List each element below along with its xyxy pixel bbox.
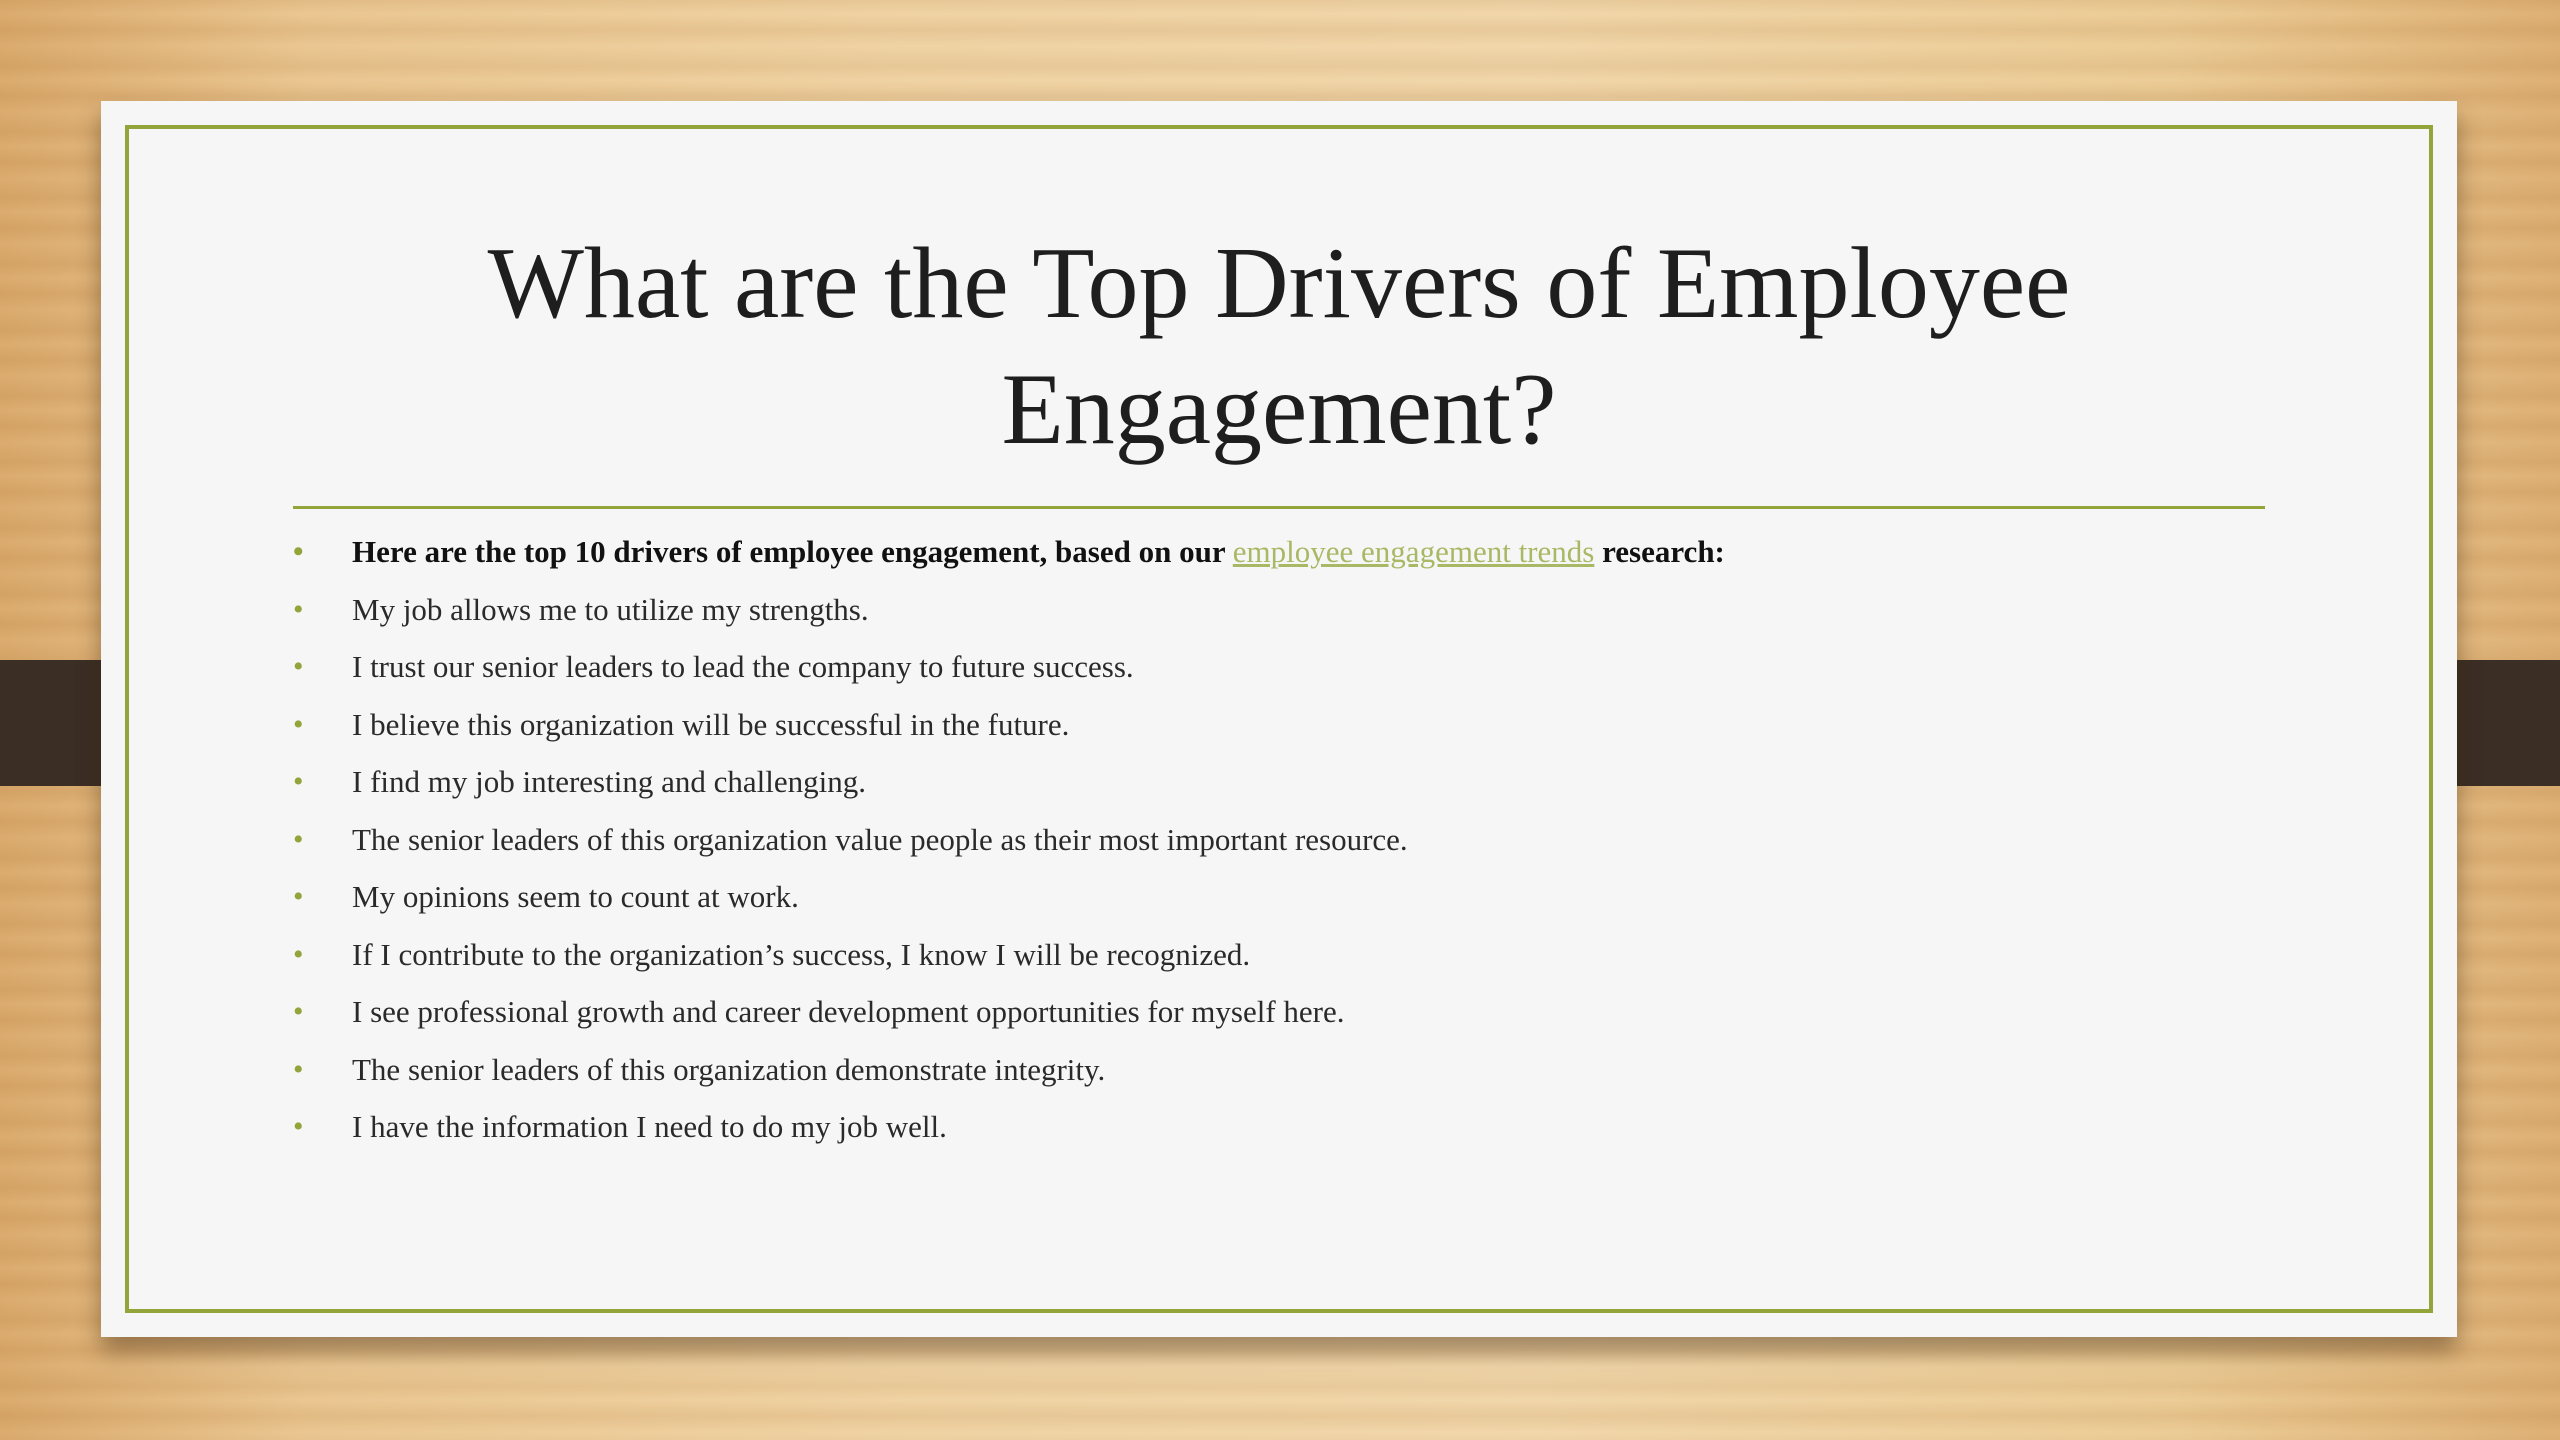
list-item — [293, 760, 1725, 818]
bullet-icon: • — [293, 1052, 304, 1086]
list-item — [293, 818, 1725, 876]
list-item-text: I see professional growth and career development opportunities for myself here. — [352, 994, 1345, 1029]
bullet-icon: • — [293, 592, 304, 626]
list-item — [293, 588, 1725, 646]
list-item-text: The senior leaders of this organization value people as their most important resource. — [352, 821, 1408, 857]
bullet-icon: • — [293, 880, 304, 913]
bullet-icon: • — [293, 765, 304, 798]
list-item-text: My job allows me to utilize my strengths. — [352, 591, 869, 627]
list-item — [293, 1048, 1725, 1106]
bullet-icon: • — [293, 995, 304, 1028]
list-item-text: I find my job interesting and challenging. — [352, 764, 866, 799]
slide-title — [101, 221, 2457, 473]
intro-text-before: Here are the top 10 drivers of employee engagement, based on our — [352, 534, 1233, 569]
intro-bullet — [293, 530, 1725, 588]
bullet-list — [293, 530, 1725, 1163]
list-item-text: I believe this organization will be successful in the future. — [352, 706, 1070, 742]
bullet-icon: • — [293, 1110, 304, 1143]
list-item — [293, 990, 1725, 1048]
list-item-text: I have the information I need to do my job well. — [352, 1109, 947, 1144]
list-item — [293, 1105, 1725, 1163]
bullet-icon: • — [293, 650, 304, 683]
bullet-icon: • — [293, 822, 304, 856]
bullet-icon: • — [293, 707, 304, 741]
list-item — [293, 645, 1725, 703]
title-line-1: What are the Top Drivers of Employee — [487, 227, 2071, 340]
list-item — [293, 875, 1725, 933]
bullet-icon: • — [293, 535, 304, 568]
employee-engagement-trends-link[interactable]: employee engagement trends — [1232, 534, 1595, 569]
title-line-2: Engagement? — [1001, 353, 1557, 466]
list-item — [293, 933, 1725, 991]
list-item-text: My opinions seem to count at work. — [352, 879, 799, 914]
list-item-text: The senior leaders of this organization demonstrate integrity. — [352, 1051, 1106, 1087]
bullet-icon: • — [293, 937, 304, 971]
slide — [101, 101, 2457, 1337]
list-item-text: If I contribute to the organization’s success, I know I will be recognized. — [352, 936, 1251, 972]
list-item-text: I trust our senior leaders to lead the company to future success. — [352, 649, 1134, 684]
list-item — [293, 703, 1725, 761]
intro-text-after: research: — [1594, 534, 1725, 569]
title-divider — [293, 506, 2265, 509]
